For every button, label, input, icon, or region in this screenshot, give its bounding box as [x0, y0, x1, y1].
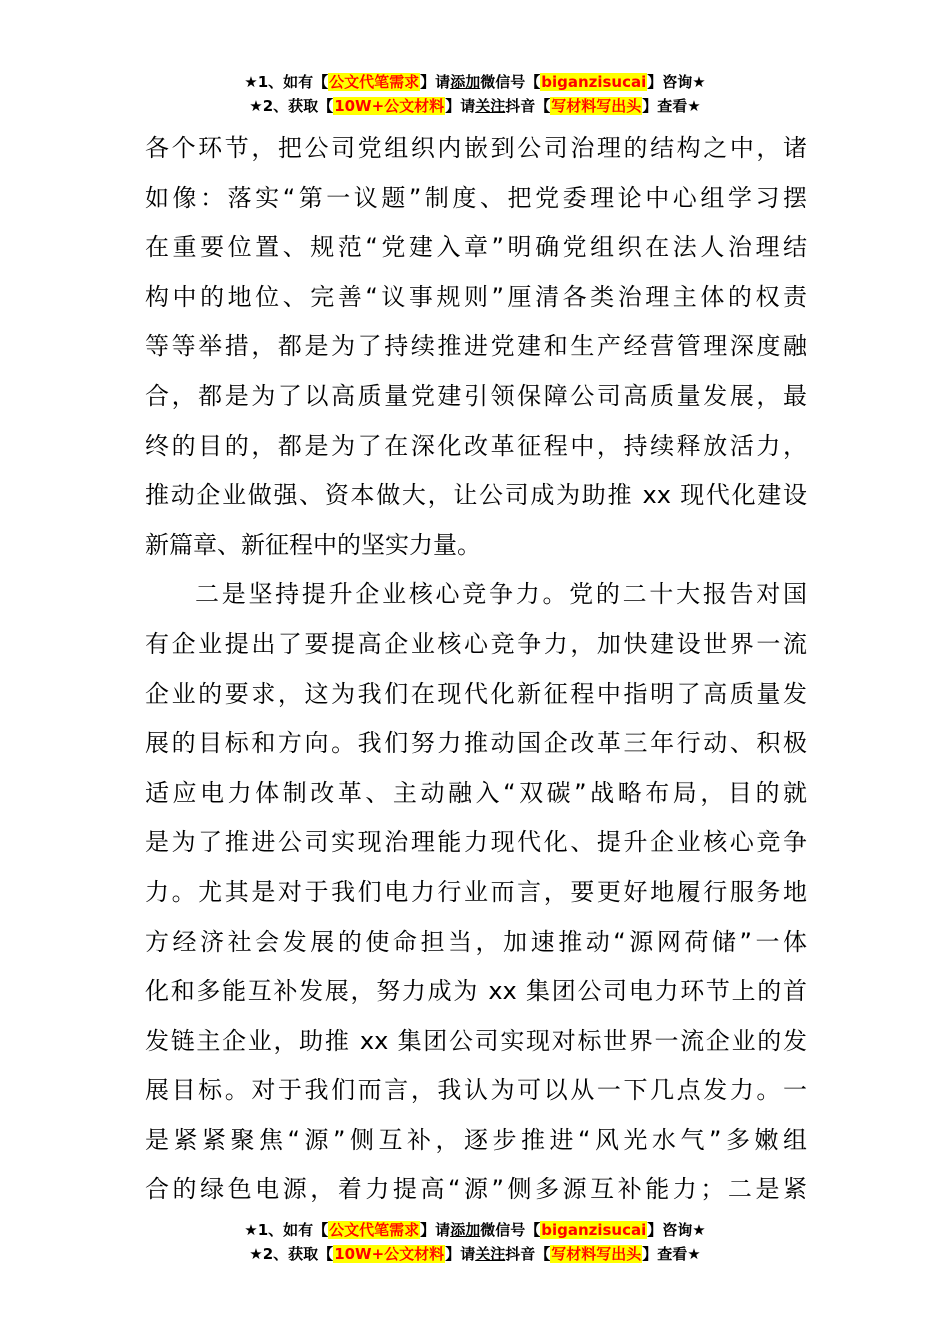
highlight-douyin-id: 写材料写出头: [551, 1245, 642, 1263]
banner-line-1: [0, 1218, 950, 1242]
body-line: 等等举措，都是为了持续推进党建和生产经营管理深度融: [145, 332, 807, 361]
banner-text: 】请: [445, 1245, 476, 1263]
body-line: 有企业提出了要提高企业核心竞争力，加快建设世界一流: [145, 629, 807, 658]
banner-text: 】请: [445, 97, 476, 115]
body-line: 合，都是为了以高质量党建引领保障公司高质量发展，最: [145, 381, 807, 410]
body-line: 发链主企业，助推 xx 集团公司实现对标世界一流企业的发: [145, 1026, 807, 1055]
body-line: 化和多能互补发展，努力成为 xx 集团公司电力环节上的首: [145, 977, 807, 1006]
banner-text: ★2、获取【: [249, 97, 334, 115]
header-banner: [0, 70, 950, 118]
body-line: 方经济社会发展的使命担当，加速推动“源网荷储”一体: [145, 927, 807, 956]
underlined-text: 关注: [475, 97, 506, 115]
banner-text: 】咨询★: [647, 73, 706, 91]
highlight-wechat-id: biganzisucai: [541, 73, 647, 91]
body-line: 合的绿色电源，着力提高“源”侧多源互补能力；二是紧: [145, 1175, 807, 1204]
highlight-douyin-id: 写材料写出头: [551, 97, 642, 115]
body-line: 展的目标和方向。我们努力推动国企改革三年行动、积极: [145, 729, 807, 758]
body-line: 企业的要求，这为我们在现代化新征程中指明了高质量发: [145, 679, 807, 708]
underlined-text: 关注: [475, 1245, 506, 1263]
footer-banner: [0, 1218, 950, 1266]
body-line-paragraph-start: 二是坚持提升企业核心竞争力。党的二十大报告对国: [195, 580, 807, 609]
banner-text: 】请: [420, 1221, 451, 1239]
body-line: 构中的地位、完善“议事规则”厘清各类治理主体的权责: [145, 282, 807, 311]
highlight-text: 公文代笔需求: [329, 1221, 420, 1239]
body-line: 如像：落实“第一议题”制度、把党委理论中心组学习摆: [145, 183, 807, 212]
body-line: 展目标。对于我们而言，我认为可以从一下几点发力。一: [145, 1076, 807, 1105]
banner-text: ★1、如有【: [244, 73, 329, 91]
banner-text: 微信号【: [480, 73, 541, 91]
banner-text: 】查看★: [642, 97, 701, 115]
banner-text: 抖音【: [505, 97, 551, 115]
body-line: 适应电力体制改革、主动融入“双碳”战略布局，目的就: [145, 778, 807, 807]
banner-line-2: [0, 94, 950, 118]
body-line: 推动企业做强、资本做大，让公司成为助推 xx 现代化建设: [145, 481, 807, 510]
highlight-text: 10W+公文材料: [334, 1245, 445, 1263]
banner-text: 抖音【: [505, 1245, 551, 1263]
body-line: 是为了推进公司实现治理能力现代化、提升企业核心竞争: [145, 828, 807, 857]
document-body: [145, 124, 807, 1215]
body-line: 各个环节，把公司党组织内嵌到公司治理的结构之中，诸: [145, 134, 807, 162]
underlined-text: 添加: [450, 1221, 481, 1239]
banner-line-1: [0, 70, 950, 94]
banner-text: ★2、获取【: [249, 1245, 334, 1263]
highlight-text: 公文代笔需求: [329, 73, 420, 91]
banner-text: ★1、如有【: [244, 1221, 329, 1239]
highlight-wechat-id: biganzisucai: [541, 1221, 647, 1239]
highlight-text: 10W+公文材料: [334, 97, 445, 115]
body-line: 力。尤其是对于我们电力行业而言，要更好地履行服务地: [145, 877, 807, 906]
banner-text: 】咨询★: [647, 1221, 706, 1239]
underlined-text: 添加: [450, 73, 481, 91]
body-line-paragraph-end: 新篇章、新征程中的坚实力量。: [145, 530, 481, 559]
body-line: 是紧紧聚焦“源”侧互补，逐步推进“风光水气”多嫩组: [145, 1125, 807, 1154]
banner-text: 】查看★: [642, 1245, 701, 1263]
banner-text: 微信号【: [480, 1221, 541, 1239]
body-line: 在重要位置、规范“党建入章”明确党组织在法人治理结: [145, 233, 807, 262]
body-line: 终的目的，都是为了在深化改革征程中，持续释放活力，: [145, 431, 807, 460]
banner-line-2: [0, 1242, 950, 1266]
banner-text: 】请: [420, 73, 451, 91]
